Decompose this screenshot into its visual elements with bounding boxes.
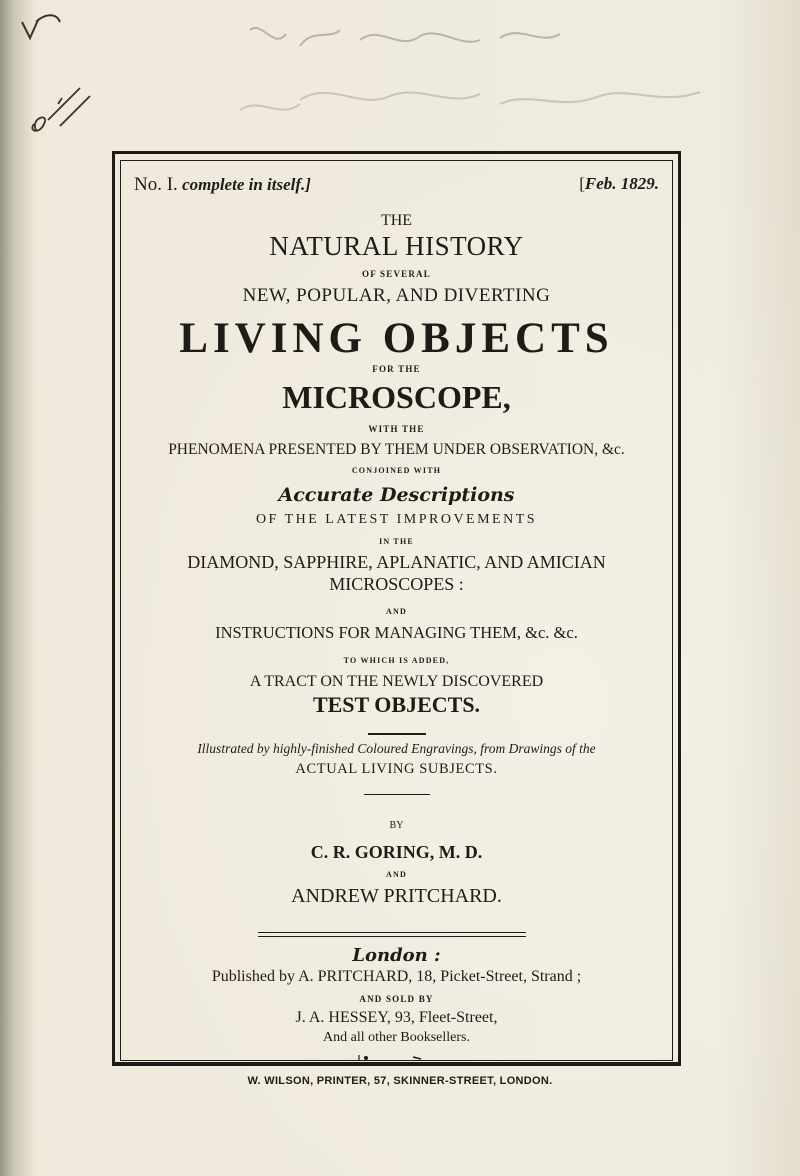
latest-improvements: OF THE LATEST IMPROVEMENTS [255, 512, 538, 527]
issue-label [134, 174, 311, 196]
main-title: NATURAL HISTORY [269, 231, 524, 261]
issue-date: [Feb. 1829. [579, 174, 659, 193]
author-1: C. R. GORING, M. D. [310, 842, 483, 862]
sold-by-line: AND SOLD BY [359, 994, 434, 1004]
instructions-line: INSTRUCTIONS FOR MANAGING THEM, &c. &c. [215, 623, 578, 642]
microscope-title: MICROSCOPE, [282, 379, 511, 415]
to-which-line: TO WHICH IS ADDED, [343, 656, 450, 665]
the-line: THE [380, 212, 413, 229]
divider-rule-1 [368, 733, 426, 735]
header-line [134, 174, 659, 196]
illustration-line-2: ACTUAL LIVING SUBJECTS. [295, 761, 498, 777]
for-the-line: FOR THE [372, 364, 421, 374]
with-the-line: WITH THE [368, 424, 425, 434]
and-line: AND [386, 607, 407, 616]
microscopes-line-2: MICROSCOPES : [329, 574, 464, 594]
of-several-line: OF SEVERAL [362, 269, 431, 279]
double-rule-top [258, 932, 526, 933]
illustration-line-1: Illustrated by highly-finished Coloured Engravings, from Drawings of the [197, 741, 596, 756]
accurate-descriptions: Accurate Descriptions [278, 484, 515, 506]
in-the-line: IN THE [379, 537, 414, 546]
descriptor-line: NEW, POPULAR, AND DIVERTING [242, 285, 551, 306]
seller-line: J. A. HESSEY, 93, Fleet-Street, [295, 1009, 498, 1026]
author-2: ANDREW PRITCHARD. [291, 885, 502, 907]
others-line: And all other Booksellers. [323, 1030, 470, 1045]
phenomena-line: PHENOMENA PRESENTED BY THEM UNDER OBSERVATION, &c. [168, 441, 625, 458]
date-text: Feb. 1829. [584, 174, 659, 193]
tract-line: A TRACT ON THE NEWLY DISCOVERED [249, 673, 544, 690]
issue-number: No. I. [134, 174, 178, 195]
double-rule-bottom [258, 936, 526, 937]
microscopes-line-1: DIAMOND, SAPPHIRE, APLANATIC, AND AMICIAN [187, 552, 606, 572]
living-objects-title: LIVING OBJECTS [179, 315, 614, 362]
printer-imprint: W. WILSON, PRINTER, 57, SKINNER-STREET, LONDON. [247, 1075, 553, 1087]
completeness-note: complete in itself.] [182, 175, 311, 194]
conjoined-line: CONJOINED WITH [351, 466, 442, 475]
test-objects-line: TEST OBJECTS. [312, 692, 481, 717]
handwriting-scribbles [0, 0, 800, 150]
completeness-text: complete in itself. [182, 175, 306, 194]
authors-and: AND [386, 870, 407, 879]
city-line: London : [352, 945, 441, 966]
divider-rule-2 [364, 794, 430, 795]
title-content [120, 160, 673, 820]
by-line: BY [389, 820, 404, 831]
bottom-thick-rule [112, 1062, 681, 1066]
published-by-line: Published by A. PRITCHARD, 18, Picket-Street, Strand ; [211, 968, 582, 985]
binding-shadow [0, 0, 34, 1176]
